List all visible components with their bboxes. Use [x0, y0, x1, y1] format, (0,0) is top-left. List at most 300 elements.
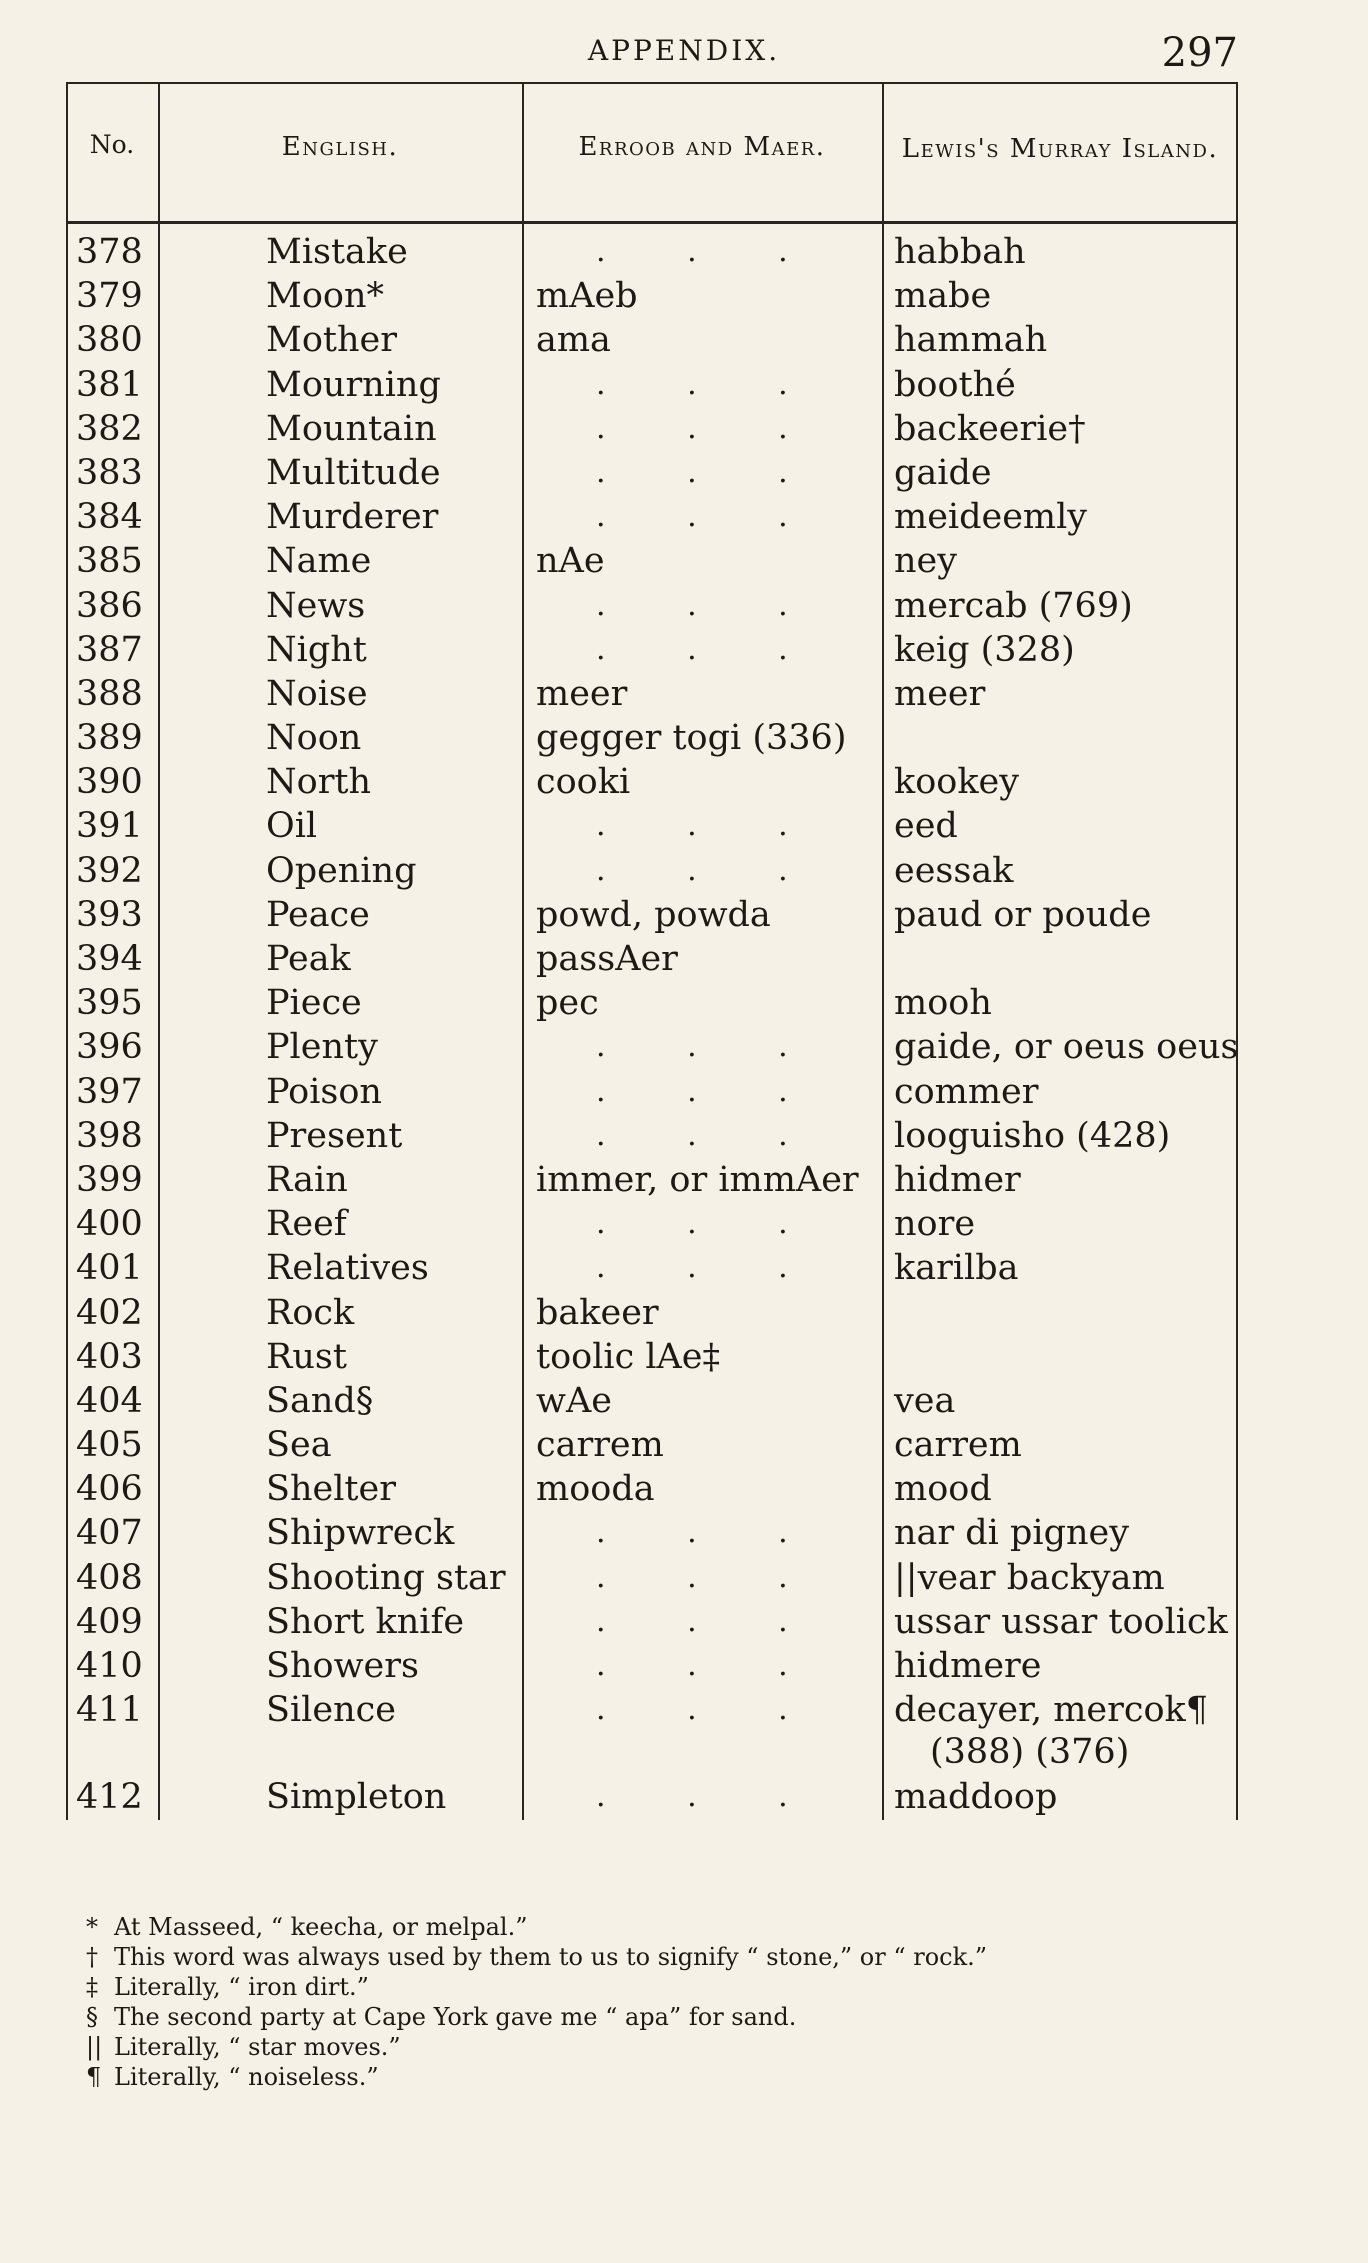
english-word-text: Simpleton — [266, 1777, 447, 1818]
entry-number-text: 382 — [76, 408, 143, 449]
entry-number-text: 408 — [76, 1557, 143, 1598]
table-row — [66, 1379, 1238, 1423]
entry-number — [66, 318, 158, 362]
table-row — [66, 1467, 1238, 1511]
table-row — [66, 1556, 1238, 1600]
entry-number — [66, 274, 158, 318]
lewis-word-text: boothé — [894, 364, 1016, 405]
erroob-maer-word — [522, 1644, 882, 1688]
vocabulary-table — [66, 82, 1238, 1820]
english-word-text: Short knife — [266, 1601, 465, 1642]
table-row — [66, 230, 1238, 274]
lewis-word-text: eessak — [894, 850, 1014, 891]
lewis-word — [882, 628, 1238, 672]
table-row — [66, 716, 1238, 760]
english-word — [158, 230, 522, 274]
footnote-mark: ‡ — [86, 1973, 98, 2001]
entry-number-text: 405 — [76, 1425, 143, 1466]
table-row — [66, 1775, 1238, 1819]
table-row — [66, 274, 1238, 318]
english-word — [158, 363, 522, 407]
table-row — [66, 1114, 1238, 1158]
table-row — [66, 804, 1238, 848]
lewis-word-text: mercab (769) — [894, 585, 1133, 626]
english-word — [158, 849, 522, 893]
footnote — [86, 2032, 1236, 2062]
table-row — [66, 1423, 1238, 1467]
erroob-maer-word — [522, 893, 882, 937]
lewis-word-text: eed — [894, 806, 958, 847]
footnote — [86, 2062, 1236, 2092]
lewis-word — [882, 1775, 1238, 1819]
erroob-maer-word — [522, 274, 882, 318]
erroob-maer-word — [522, 1335, 882, 1379]
table-row — [66, 451, 1238, 495]
english-word-text: Relatives — [266, 1248, 429, 1289]
lewis-word — [882, 760, 1238, 804]
entry-number-text: 387 — [76, 629, 143, 670]
table-row — [66, 1158, 1238, 1202]
lewis-word — [882, 804, 1238, 848]
lewis-word — [882, 274, 1238, 318]
lewis-word-text: ||vear backyam — [894, 1557, 1165, 1598]
erroob-maer-word-text: bakeer — [536, 1292, 659, 1333]
lewis-word — [882, 1202, 1238, 1246]
erroob-maer-word-text: . . . — [596, 454, 824, 490]
english-word-text: Noise — [266, 673, 368, 714]
english-word-text: Rust — [266, 1336, 347, 1377]
lewis-word — [882, 1246, 1238, 1290]
entry-number — [66, 804, 158, 848]
lewis-word — [882, 1423, 1238, 1467]
entry-number-text: 391 — [76, 806, 143, 847]
entry-number — [66, 363, 158, 407]
erroob-maer-word — [522, 628, 882, 672]
erroob-maer-word-text: mAeb — [536, 276, 638, 317]
english-word-text: Shipwreck — [266, 1513, 455, 1554]
english-word — [158, 451, 522, 495]
erroob-maer-word — [522, 716, 882, 760]
entry-number-text: 384 — [76, 497, 143, 538]
entry-number — [66, 1158, 158, 1202]
lewis-word — [882, 716, 1238, 760]
english-word — [158, 1600, 522, 1644]
lewis-word-text: hidmere — [894, 1646, 1042, 1686]
lewis-word — [882, 1025, 1238, 1069]
footnote-text: Literally, “ iron dirt.” — [114, 1973, 369, 2001]
erroob-maer-word-text: . . . — [596, 1559, 824, 1595]
lewis-word — [882, 230, 1238, 274]
lewis-word-text: habbah — [894, 232, 1026, 272]
erroob-maer-word — [522, 1467, 882, 1511]
footnote — [86, 1912, 1236, 1942]
lewis-word-text: hammah — [894, 320, 1048, 361]
table-row — [66, 1600, 1238, 1644]
erroob-maer-word — [522, 1600, 882, 1644]
erroob-maer-word-text: cooki — [536, 762, 631, 803]
lewis-word — [882, 495, 1238, 539]
erroob-maer-word — [522, 1202, 882, 1246]
english-word — [158, 274, 522, 318]
entry-number-text: 397 — [76, 1071, 143, 1112]
erroob-maer-word — [522, 1070, 882, 1114]
lewis-word-text: mooh — [894, 983, 992, 1024]
entry-number — [66, 716, 158, 760]
lewis-word-text: decayer, mercok¶ — [894, 1690, 1208, 1731]
entry-number — [66, 1379, 158, 1423]
entry-number — [66, 1202, 158, 1246]
table-row — [66, 760, 1238, 804]
english-word-text: News — [266, 585, 366, 626]
header-lewis: Lewis's Murray Island. — [901, 134, 1219, 164]
table-header-rule — [66, 221, 1238, 224]
entry-number-text: 403 — [76, 1336, 143, 1377]
erroob-maer-word — [522, 1556, 882, 1600]
lewis-word-text: mabe — [894, 276, 992, 317]
erroob-maer-word-text: . . . — [596, 631, 824, 667]
entry-number — [66, 1556, 158, 1600]
table-row — [66, 363, 1238, 407]
lewis-word-text: gaide — [894, 452, 992, 493]
entry-number-text: 406 — [76, 1469, 143, 1510]
table-row — [66, 1335, 1238, 1379]
english-word — [158, 584, 522, 628]
english-word-text: Mistake — [266, 232, 408, 272]
entry-number-text: 378 — [76, 232, 143, 272]
lewis-word — [882, 1158, 1238, 1202]
english-word — [158, 760, 522, 804]
table-row — [66, 584, 1238, 628]
english-word — [158, 628, 522, 672]
table-row — [66, 1246, 1238, 1290]
english-word — [158, 1556, 522, 1600]
lewis-word — [882, 1600, 1238, 1644]
lewis-word-text: maddoop — [894, 1777, 1058, 1818]
erroob-maer-word-text: toolic lAe‡ — [536, 1336, 721, 1377]
entry-number-text: 398 — [76, 1115, 143, 1156]
entry-number — [66, 1688, 158, 1775]
english-word — [158, 981, 522, 1025]
english-word — [158, 804, 522, 848]
entry-number — [66, 584, 158, 628]
table-row — [66, 937, 1238, 981]
lewis-word-text: nore — [894, 1204, 976, 1245]
entry-number — [66, 1423, 158, 1467]
erroob-maer-word-text: . . . — [596, 1029, 824, 1065]
table-row — [66, 1070, 1238, 1114]
table-row — [66, 495, 1238, 539]
entry-number-text: 401 — [76, 1248, 143, 1289]
lewis-word-text: nar di pigney — [894, 1513, 1130, 1554]
entry-number — [66, 1291, 158, 1335]
erroob-maer-word-text: pec — [536, 983, 599, 1024]
english-word — [158, 1644, 522, 1688]
english-word — [158, 318, 522, 362]
english-word — [158, 1467, 522, 1511]
erroob-maer-word-text: . . . — [596, 587, 824, 623]
english-word-text: North — [266, 762, 372, 803]
entry-number-text: 399 — [76, 1159, 143, 1200]
lewis-word — [882, 1556, 1238, 1600]
erroob-maer-word — [522, 363, 882, 407]
entry-number — [66, 1775, 158, 1819]
footnote-text: At Masseed, “ keecha, or melpal.” — [114, 1913, 528, 1941]
entry-number-text: 385 — [76, 541, 143, 582]
english-word — [158, 1688, 522, 1775]
erroob-maer-word-text: . . . — [596, 1603, 824, 1639]
english-word-text: Mourning — [266, 364, 441, 405]
lewis-word-text: carrem — [894, 1425, 1022, 1466]
erroob-maer-word — [522, 1775, 882, 1819]
running-head — [0, 30, 1368, 80]
erroob-maer-word-text: . . . — [596, 808, 824, 844]
erroob-maer-word — [522, 1291, 882, 1335]
entry-number — [66, 539, 158, 583]
english-word — [158, 1775, 522, 1819]
erroob-maer-word-text: immer, or immAer — [536, 1159, 859, 1200]
english-word — [158, 539, 522, 583]
erroob-maer-word-text: . . . — [596, 852, 824, 888]
english-word-text: Reef — [266, 1204, 347, 1245]
erroob-maer-word — [522, 1025, 882, 1069]
english-word — [158, 1291, 522, 1335]
english-word-text: Peak — [266, 939, 351, 979]
table-row — [66, 893, 1238, 937]
entry-number — [66, 1511, 158, 1555]
entry-number-text: 390 — [76, 762, 143, 803]
erroob-maer-word — [522, 451, 882, 495]
english-word — [158, 1070, 522, 1114]
english-word-text: Poison — [266, 1071, 382, 1112]
lewis-word-text: gaide, or oeus oeus — [894, 1027, 1239, 1068]
table-row — [66, 1511, 1238, 1555]
english-word-text: Rock — [266, 1292, 355, 1333]
header-english: English. — [281, 132, 399, 162]
entry-number — [66, 628, 158, 672]
lewis-word-text: keig (328) — [894, 629, 1075, 670]
english-word-text: Sand§ — [266, 1380, 374, 1421]
english-word-text: Oil — [266, 806, 318, 847]
english-word-text: Piece — [266, 983, 362, 1024]
lewis-word-text: mood — [894, 1469, 992, 1510]
header-erroob-maer: Erroob and Maer. — [578, 132, 826, 162]
table-row — [66, 981, 1238, 1025]
english-word — [158, 672, 522, 716]
english-word-text: Mountain — [266, 408, 437, 449]
footnotes — [86, 1912, 1236, 2092]
entry-number — [66, 495, 158, 539]
lewis-word — [882, 1335, 1238, 1379]
lewis-word-text: ussar ussar toolick — [894, 1601, 1228, 1642]
entry-number-text: 404 — [76, 1380, 143, 1421]
lewis-word — [882, 672, 1238, 716]
erroob-maer-word — [522, 1511, 882, 1555]
table-row — [66, 1202, 1238, 1246]
english-word-text: Showers — [266, 1646, 419, 1686]
erroob-maer-word-text: . . . — [596, 1250, 824, 1286]
english-word — [158, 937, 522, 981]
entry-number — [66, 1467, 158, 1511]
lewis-word-text: vea — [894, 1380, 956, 1421]
entry-number-text: 379 — [76, 276, 143, 317]
entry-number-text: 402 — [76, 1292, 143, 1333]
entry-number — [66, 937, 158, 981]
erroob-maer-word — [522, 1379, 882, 1423]
erroob-maer-word — [522, 1114, 882, 1158]
entry-number — [66, 981, 158, 1025]
entry-number — [66, 451, 158, 495]
erroob-maer-word-text: wAe — [536, 1380, 612, 1421]
english-word — [158, 1379, 522, 1423]
entry-number — [66, 849, 158, 893]
entry-number — [66, 1246, 158, 1290]
erroob-maer-word-text: powd, powda — [536, 894, 771, 935]
erroob-maer-word-text: . . . — [596, 234, 824, 269]
lewis-word-text: meer — [894, 673, 986, 714]
erroob-maer-word-text: gegger togi (336) — [536, 718, 847, 759]
lewis-word — [882, 1644, 1238, 1688]
erroob-maer-word — [522, 672, 882, 716]
erroob-maer-word — [522, 407, 882, 451]
english-word — [158, 1335, 522, 1379]
lewis-word-continuation: (388) (376) — [930, 1732, 1130, 1773]
footnote-mark: † — [86, 1943, 98, 1971]
lewis-word-text: backeerie† — [894, 408, 1086, 449]
lewis-word — [882, 893, 1238, 937]
lewis-word — [882, 1114, 1238, 1158]
lewis-word — [882, 318, 1238, 362]
erroob-maer-word-text: passAer — [536, 939, 678, 979]
footnote — [86, 2002, 1236, 2032]
lewis-word-text: hidmer — [894, 1159, 1021, 1200]
erroob-maer-word — [522, 495, 882, 539]
entry-number — [66, 230, 158, 274]
english-word-text: Moon* — [266, 276, 385, 317]
english-word-text: Night — [266, 629, 367, 670]
entry-number-text: 395 — [76, 983, 143, 1024]
entry-number-text: 388 — [76, 673, 143, 714]
erroob-maer-word-text: . . . — [596, 1779, 824, 1815]
lewis-word — [882, 1070, 1238, 1114]
table-row — [66, 849, 1238, 893]
footnote-mark: ¶ — [86, 2063, 102, 2091]
lewis-word — [882, 981, 1238, 1025]
erroob-maer-word-text: meer — [536, 673, 628, 714]
lewis-word-text: commer — [894, 1071, 1039, 1112]
entry-number-text: 383 — [76, 452, 143, 493]
english-word-text: Murderer — [266, 497, 439, 538]
lewis-word — [882, 1688, 1238, 1775]
entry-number — [66, 893, 158, 937]
erroob-maer-word-text: . . . — [596, 1206, 824, 1242]
entry-number — [66, 760, 158, 804]
entry-number — [66, 407, 158, 451]
entry-number — [66, 1114, 158, 1158]
english-word-text: Rain — [266, 1159, 348, 1200]
lewis-word-text: ney — [894, 541, 958, 582]
lewis-word-text: meideemly — [894, 497, 1088, 538]
footnote-mark: § — [86, 2003, 98, 2031]
english-word — [158, 407, 522, 451]
english-word-text: Shooting star — [266, 1557, 506, 1598]
english-word-text: Mother — [266, 320, 397, 361]
erroob-maer-word — [522, 1158, 882, 1202]
lewis-word — [882, 363, 1238, 407]
entry-number-text: 394 — [76, 939, 143, 979]
erroob-maer-word — [522, 584, 882, 628]
footnote — [86, 1942, 1236, 1972]
english-word — [158, 1202, 522, 1246]
entry-number-text: 381 — [76, 364, 143, 405]
entry-number — [66, 672, 158, 716]
erroob-maer-word-text: carrem — [536, 1425, 664, 1466]
lewis-word — [882, 539, 1238, 583]
table-row — [66, 672, 1238, 716]
lewis-word-text: looguisho (428) — [894, 1115, 1171, 1156]
erroob-maer-word — [522, 804, 882, 848]
lewis-word — [882, 1511, 1238, 1555]
lewis-word — [882, 1467, 1238, 1511]
entry-number-text: 396 — [76, 1027, 143, 1068]
erroob-maer-word-text: . . . — [596, 1515, 824, 1551]
english-word-text: Name — [266, 541, 372, 582]
erroob-maer-word-text: . . . — [596, 499, 824, 535]
table-row — [66, 1025, 1238, 1069]
english-word — [158, 1114, 522, 1158]
english-word — [158, 1025, 522, 1069]
english-word-text: Present — [266, 1115, 403, 1156]
lewis-word — [882, 451, 1238, 495]
lewis-word — [882, 849, 1238, 893]
english-word-text: Sea — [266, 1425, 332, 1466]
erroob-maer-word — [522, 230, 882, 274]
table-row — [66, 318, 1238, 362]
footnote-mark: * — [86, 1913, 98, 1941]
erroob-maer-word — [522, 539, 882, 583]
english-word-text: Silence — [266, 1690, 396, 1731]
erroob-maer-word-text: . . . — [596, 1073, 824, 1109]
table-row — [66, 539, 1238, 583]
english-word — [158, 495, 522, 539]
erroob-maer-word — [522, 1688, 882, 1775]
erroob-maer-word — [522, 318, 882, 362]
entry-number-text: 392 — [76, 850, 143, 891]
erroob-maer-word — [522, 849, 882, 893]
entry-number-text: 411 — [76, 1690, 143, 1731]
footnote-mark: || — [86, 2033, 103, 2061]
erroob-maer-word-text: . . . — [596, 366, 824, 402]
erroob-maer-word-text: . . . — [596, 1117, 824, 1153]
english-word-text: Opening — [266, 850, 417, 891]
table-header — [66, 82, 1238, 221]
english-word-text: Plenty — [266, 1027, 378, 1068]
english-word-text: Noon — [266, 718, 362, 759]
entry-number — [66, 1644, 158, 1688]
entry-number — [66, 1025, 158, 1069]
lewis-word-text: karilba — [894, 1248, 1019, 1289]
lewis-word — [882, 407, 1238, 451]
page-number: 297 — [1161, 30, 1238, 76]
english-word — [158, 893, 522, 937]
entry-number — [66, 1600, 158, 1644]
entry-number-text: 400 — [76, 1204, 143, 1245]
header-no: No. — [89, 130, 135, 159]
footnote — [86, 1972, 1236, 2002]
entry-number-text: 386 — [76, 585, 143, 626]
entry-number-text: 393 — [76, 894, 143, 935]
entry-number-text: 409 — [76, 1601, 143, 1642]
entry-number-text: 410 — [76, 1646, 143, 1686]
